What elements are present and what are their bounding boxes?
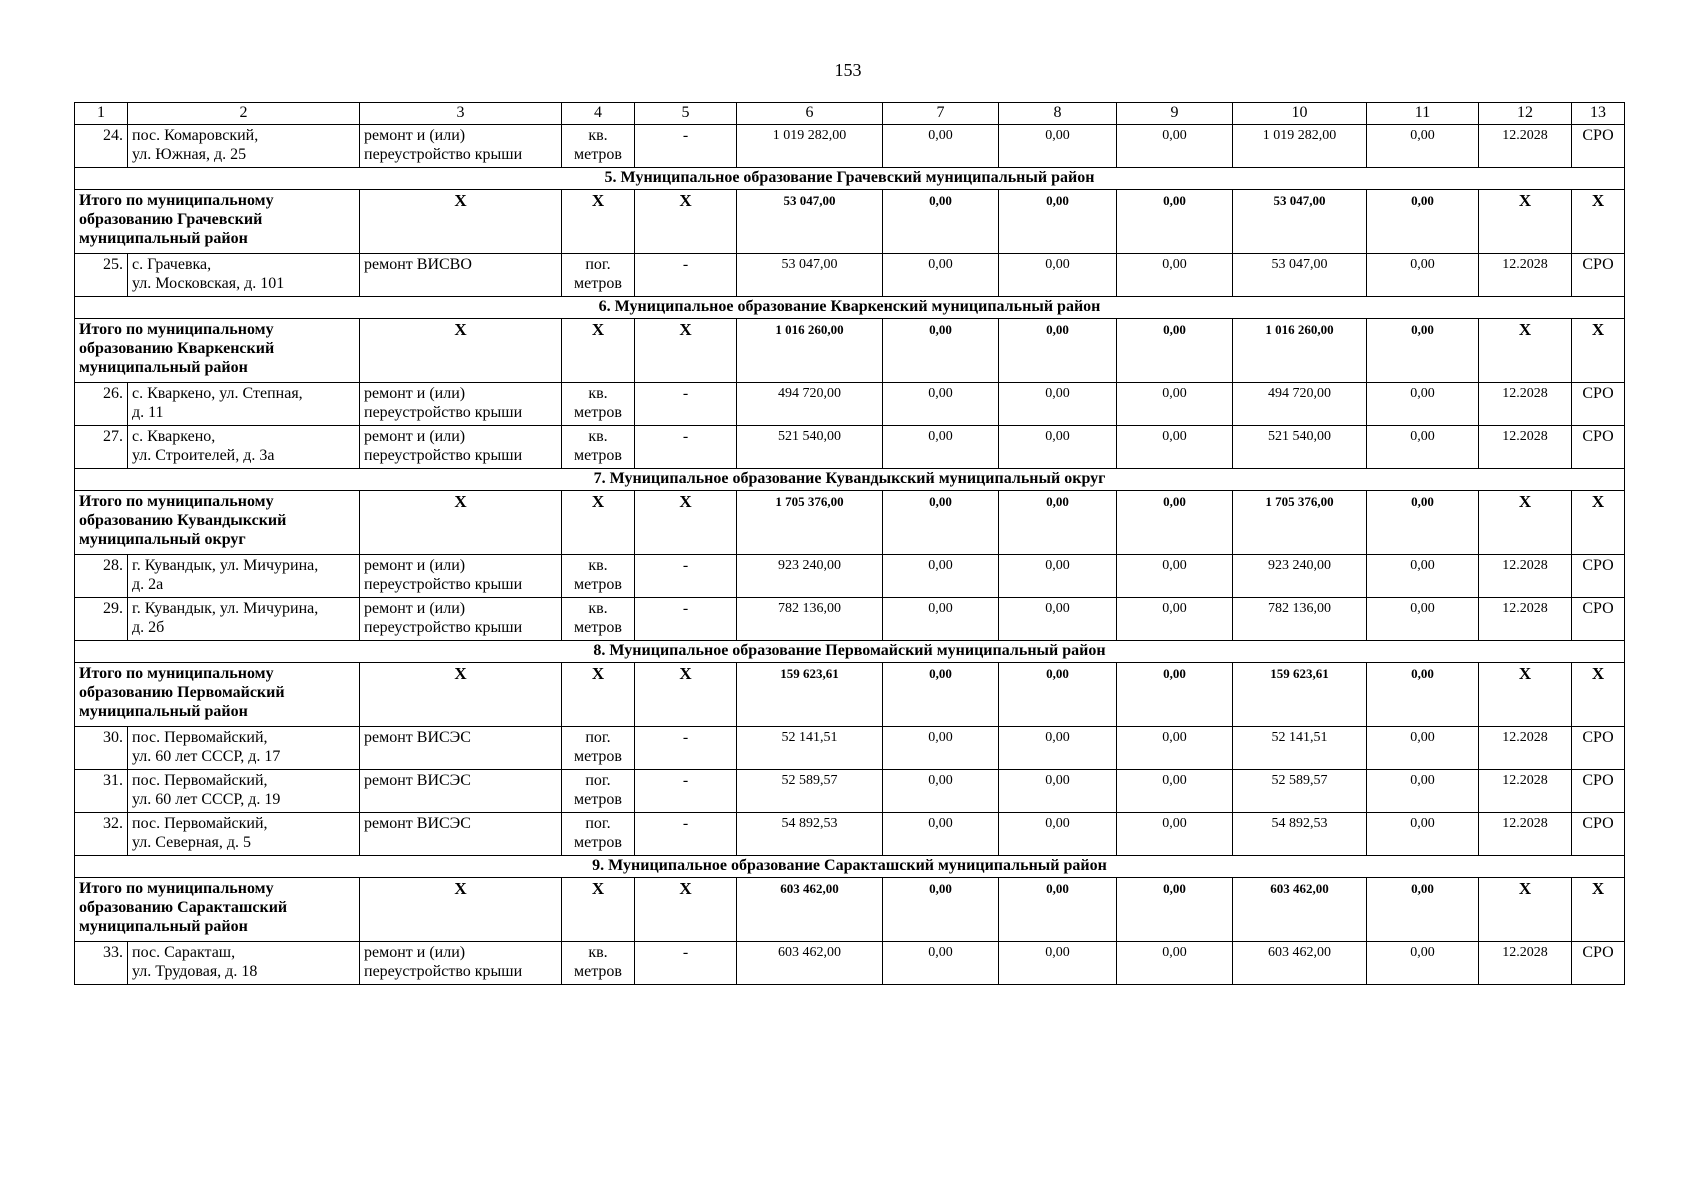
owner-funds-cell: 1 705 376,00 [1233,491,1367,555]
other-funds-cell: 0,00 [1367,125,1479,168]
unit-cell: пог. метров [562,813,635,856]
other-funds-cell: 0,00 [1367,254,1479,297]
work-type-cell: ремонт и (или) переустройство крыши [360,942,562,985]
unit-cell: кв. метров [562,555,635,598]
regional-funds-cell: 0,00 [999,770,1117,813]
total-cost-cell: 521 540,00 [737,426,883,469]
federal-funds-cell: 0,00 [883,727,999,770]
work-type-cell: ремонт ВИСЭС [360,813,562,856]
section-total-row [75,491,1625,555]
other-funds-cell: 0,00 [1367,555,1479,598]
x-mark: X [1479,319,1572,383]
owner-funds-cell: 782 136,00 [1233,598,1367,641]
deadline-cell: 12.2028 [1479,770,1572,813]
column-number-cell: 4 [562,103,635,125]
volume-cell: - [635,942,737,985]
unit-cell: кв. метров [562,598,635,641]
deadline-cell: 12.2028 [1479,125,1572,168]
row-number: 31. [75,770,128,813]
other-funds-cell: 0,00 [1367,813,1479,856]
owner-funds-cell: 521 540,00 [1233,426,1367,469]
owner-funds-cell: 53 047,00 [1233,190,1367,254]
other-funds-cell: 0,00 [1367,663,1479,727]
other-funds-cell: 0,00 [1367,491,1479,555]
other-funds-cell: 0,00 [1367,426,1479,469]
deadline-cell: 12.2028 [1479,555,1572,598]
x-mark: X [562,491,635,555]
work-type-cell: ремонт ВИСВО [360,254,562,297]
total-cost-cell: 494 720,00 [737,383,883,426]
volume-cell: - [635,426,737,469]
regional-funds-cell: 0,00 [999,942,1117,985]
deadline-cell: 12.2028 [1479,426,1572,469]
total-label: Итого по муниципальному образованию Кваркенский муниципальный район [75,319,360,383]
owner-funds-cell: 1 019 282,00 [1233,125,1367,168]
x-mark: X [360,190,562,254]
column-number-cell: 12 [1479,103,1572,125]
table-row [75,770,1625,813]
x-mark: X [1572,491,1625,555]
x-mark: X [1572,663,1625,727]
unit-cell: кв. метров [562,383,635,426]
work-type-cell: ремонт и (или) переустройство крыши [360,598,562,641]
table-row [75,383,1625,426]
row-number: 30. [75,727,128,770]
work-type-cell: ремонт и (или) переустройство крыши [360,383,562,426]
row-number: 25. [75,254,128,297]
local-funds-cell: 0,00 [1117,598,1233,641]
table-row [75,125,1625,168]
address-cell: пос. Первомайский, ул. Северная, д. 5 [128,813,360,856]
volume-cell: - [635,598,737,641]
address-cell: с. Кваркено, ул. Степная, д. 11 [128,383,360,426]
other-funds-cell: 0,00 [1367,190,1479,254]
total-label: Итого по муниципальному образованию Кувандыкский муниципальный округ [75,491,360,555]
regional-funds-cell: 0,00 [999,125,1117,168]
owner-funds-cell: 494 720,00 [1233,383,1367,426]
section-total-row [75,319,1625,383]
section-heading-row [75,469,1625,491]
section-title: 6. Муниципальное образование Кваркенский муниципальный район [75,297,1625,319]
unit-cell: пог. метров [562,770,635,813]
regional-funds-cell: 0,00 [999,813,1117,856]
section-total-row [75,878,1625,942]
owner-funds-cell: 603 462,00 [1233,942,1367,985]
regional-funds-cell: 0,00 [999,878,1117,942]
section-heading-row [75,856,1625,878]
work-type-cell: ремонт и (или) переустройство крыши [360,125,562,168]
column-number-cell: 1 [75,103,128,125]
local-funds-cell: 0,00 [1117,125,1233,168]
regional-funds-cell: 0,00 [999,598,1117,641]
total-label: Итого по муниципальному образованию Грачевский муниципальный район [75,190,360,254]
address-cell: г. Кувандык, ул. Мичурина, д. 2б [128,598,360,641]
address-cell: пос. Первомайский, ул. 60 лет СССР, д. 19 [128,770,360,813]
row-number: 28. [75,555,128,598]
section-heading-row [75,641,1625,663]
local-funds-cell: 0,00 [1117,727,1233,770]
other-funds-cell: 0,00 [1367,598,1479,641]
table-row [75,727,1625,770]
owner-funds-cell: 54 892,53 [1233,813,1367,856]
work-type-cell: ремонт ВИСЭС [360,770,562,813]
row-number: 32. [75,813,128,856]
federal-funds-cell: 0,00 [883,663,999,727]
deadline-cell: 12.2028 [1479,598,1572,641]
local-funds-cell: 0,00 [1117,770,1233,813]
table-row [75,254,1625,297]
total-label: Итого по муниципальному образованию Саракташский муниципальный район [75,878,360,942]
column-number-cell: 3 [360,103,562,125]
federal-funds-cell: 0,00 [883,770,999,813]
regional-funds-cell: 0,00 [999,727,1117,770]
x-mark: X [1479,663,1572,727]
regional-funds-cell: 0,00 [999,254,1117,297]
owner-funds-cell: 52 141,51 [1233,727,1367,770]
x-mark: X [562,319,635,383]
regional-funds-cell: 0,00 [999,190,1117,254]
local-funds-cell: 0,00 [1117,491,1233,555]
federal-funds-cell: 0,00 [883,383,999,426]
federal-funds-cell: 0,00 [883,555,999,598]
total-cost-cell: 782 136,00 [737,598,883,641]
other-funds-cell: 0,00 [1367,727,1479,770]
x-mark: X [1572,190,1625,254]
method-cell: СРО [1572,942,1625,985]
local-funds-cell: 0,00 [1117,555,1233,598]
federal-funds-cell: 0,00 [883,254,999,297]
deadline-cell: 12.2028 [1479,727,1572,770]
x-mark: X [360,319,562,383]
section-heading-row [75,297,1625,319]
owner-funds-cell: 923 240,00 [1233,555,1367,598]
x-mark: X [1479,491,1572,555]
method-cell: СРО [1572,125,1625,168]
method-cell: СРО [1572,727,1625,770]
deadline-cell: 12.2028 [1479,254,1572,297]
unit-cell: кв. метров [562,125,635,168]
regional-funds-cell: 0,00 [999,383,1117,426]
method-cell: СРО [1572,426,1625,469]
federal-funds-cell: 0,00 [883,491,999,555]
federal-funds-cell: 0,00 [883,125,999,168]
local-funds-cell: 0,00 [1117,942,1233,985]
total-cost-cell: 52 141,51 [737,727,883,770]
other-funds-cell: 0,00 [1367,319,1479,383]
x-mark: X [360,491,562,555]
local-funds-cell: 0,00 [1117,190,1233,254]
row-number: 24. [75,125,128,168]
x-mark: X [635,491,737,555]
regional-funds-cell: 0,00 [999,319,1117,383]
x-mark: X [1479,878,1572,942]
column-number-cell: 5 [635,103,737,125]
section-title: 7. Муниципальное образование Кувандыкский муниципальный округ [75,469,1625,491]
total-cost-cell: 52 589,57 [737,770,883,813]
total-cost-cell: 53 047,00 [737,254,883,297]
column-number-cell: 11 [1367,103,1479,125]
address-cell: пос. Саракташ, ул. Трудовая, д. 18 [128,942,360,985]
unit-cell: пог. метров [562,727,635,770]
method-cell: СРО [1572,555,1625,598]
regional-funds-cell: 0,00 [999,426,1117,469]
volume-cell: - [635,555,737,598]
program-table [74,102,1625,985]
address-cell: с. Грачевка, ул. Московская, д. 101 [128,254,360,297]
total-cost-cell: 1 705 376,00 [737,491,883,555]
method-cell: СРО [1572,598,1625,641]
address-cell: г. Кувандык, ул. Мичурина, д. 2а [128,555,360,598]
method-cell: СРО [1572,254,1625,297]
regional-funds-cell: 0,00 [999,491,1117,555]
total-cost-cell: 923 240,00 [737,555,883,598]
owner-funds-cell: 159 623,61 [1233,663,1367,727]
regional-funds-cell: 0,00 [999,663,1117,727]
total-cost-cell: 53 047,00 [737,190,883,254]
method-cell: СРО [1572,770,1625,813]
total-cost-cell: 1 019 282,00 [737,125,883,168]
x-mark: X [1572,878,1625,942]
x-mark: X [635,878,737,942]
x-mark: X [360,663,562,727]
total-label: Итого по муниципальному образованию Первомайский муниципальный район [75,663,360,727]
column-number-cell: 13 [1572,103,1625,125]
volume-cell: - [635,813,737,856]
column-number-cell: 9 [1117,103,1233,125]
page-number: 153 [834,60,862,80]
other-funds-cell: 0,00 [1367,942,1479,985]
x-mark: X [635,319,737,383]
x-mark: X [635,190,737,254]
local-funds-cell: 0,00 [1117,383,1233,426]
federal-funds-cell: 0,00 [883,942,999,985]
column-number-cell: 2 [128,103,360,125]
table-row [75,813,1625,856]
x-mark: X [562,663,635,727]
unit-cell: пог. метров [562,254,635,297]
work-type-cell: ремонт ВИСЭС [360,727,562,770]
local-funds-cell: 0,00 [1117,878,1233,942]
x-mark: X [1572,319,1625,383]
row-number: 26. [75,383,128,426]
x-mark: X [562,878,635,942]
federal-funds-cell: 0,00 [883,319,999,383]
work-type-cell: ремонт и (или) переустройство крыши [360,555,562,598]
total-cost-cell: 54 892,53 [737,813,883,856]
work-type-cell: ремонт и (или) переустройство крыши [360,426,562,469]
federal-funds-cell: 0,00 [883,878,999,942]
owner-funds-cell: 1 016 260,00 [1233,319,1367,383]
total-cost-cell: 159 623,61 [737,663,883,727]
deadline-cell: 12.2028 [1479,942,1572,985]
row-number: 29. [75,598,128,641]
address-cell: пос. Первомайский, ул. 60 лет СССР, д. 17 [128,727,360,770]
total-cost-cell: 603 462,00 [737,942,883,985]
total-cost-cell: 603 462,00 [737,878,883,942]
section-title: 5. Муниципальное образование Грачевский муниципальный район [75,168,1625,190]
section-total-row [75,663,1625,727]
x-mark: X [1479,190,1572,254]
column-number-cell: 6 [737,103,883,125]
column-number-cell: 8 [999,103,1117,125]
owner-funds-cell: 603 462,00 [1233,878,1367,942]
column-number-cell: 7 [883,103,999,125]
total-cost-cell: 1 016 260,00 [737,319,883,383]
x-mark: X [635,663,737,727]
owner-funds-cell: 52 589,57 [1233,770,1367,813]
column-number-cell: 10 [1233,103,1367,125]
x-mark: X [360,878,562,942]
section-heading-row [75,168,1625,190]
federal-funds-cell: 0,00 [883,426,999,469]
volume-cell: - [635,254,737,297]
local-funds-cell: 0,00 [1117,663,1233,727]
federal-funds-cell: 0,00 [883,598,999,641]
row-number: 33. [75,942,128,985]
other-funds-cell: 0,00 [1367,770,1479,813]
local-funds-cell: 0,00 [1117,254,1233,297]
address-cell: с. Кваркено, ул. Строителей, д. 3а [128,426,360,469]
method-cell: СРО [1572,813,1625,856]
local-funds-cell: 0,00 [1117,426,1233,469]
deadline-cell: 12.2028 [1479,813,1572,856]
federal-funds-cell: 0,00 [883,813,999,856]
volume-cell: - [635,383,737,426]
table-row [75,942,1625,985]
regional-funds-cell: 0,00 [999,555,1117,598]
local-funds-cell: 0,00 [1117,813,1233,856]
row-number: 27. [75,426,128,469]
table-row [75,426,1625,469]
table-row [75,555,1625,598]
section-title: 8. Муниципальное образование Первомайский муниципальный район [75,641,1625,663]
local-funds-cell: 0,00 [1117,319,1233,383]
section-title: 9. Муниципальное образование Саракташский муниципальный район [75,856,1625,878]
deadline-cell: 12.2028 [1479,383,1572,426]
unit-cell: кв. метров [562,942,635,985]
volume-cell: - [635,727,737,770]
other-funds-cell: 0,00 [1367,383,1479,426]
section-total-row [75,190,1625,254]
volume-cell: - [635,125,737,168]
method-cell: СРО [1572,383,1625,426]
unit-cell: кв. метров [562,426,635,469]
other-funds-cell: 0,00 [1367,878,1479,942]
x-mark: X [562,190,635,254]
table-row [75,598,1625,641]
federal-funds-cell: 0,00 [883,190,999,254]
column-number-row [75,103,1625,125]
volume-cell: - [635,770,737,813]
owner-funds-cell: 53 047,00 [1233,254,1367,297]
address-cell: пос. Комаровский, ул. Южная, д. 25 [128,125,360,168]
